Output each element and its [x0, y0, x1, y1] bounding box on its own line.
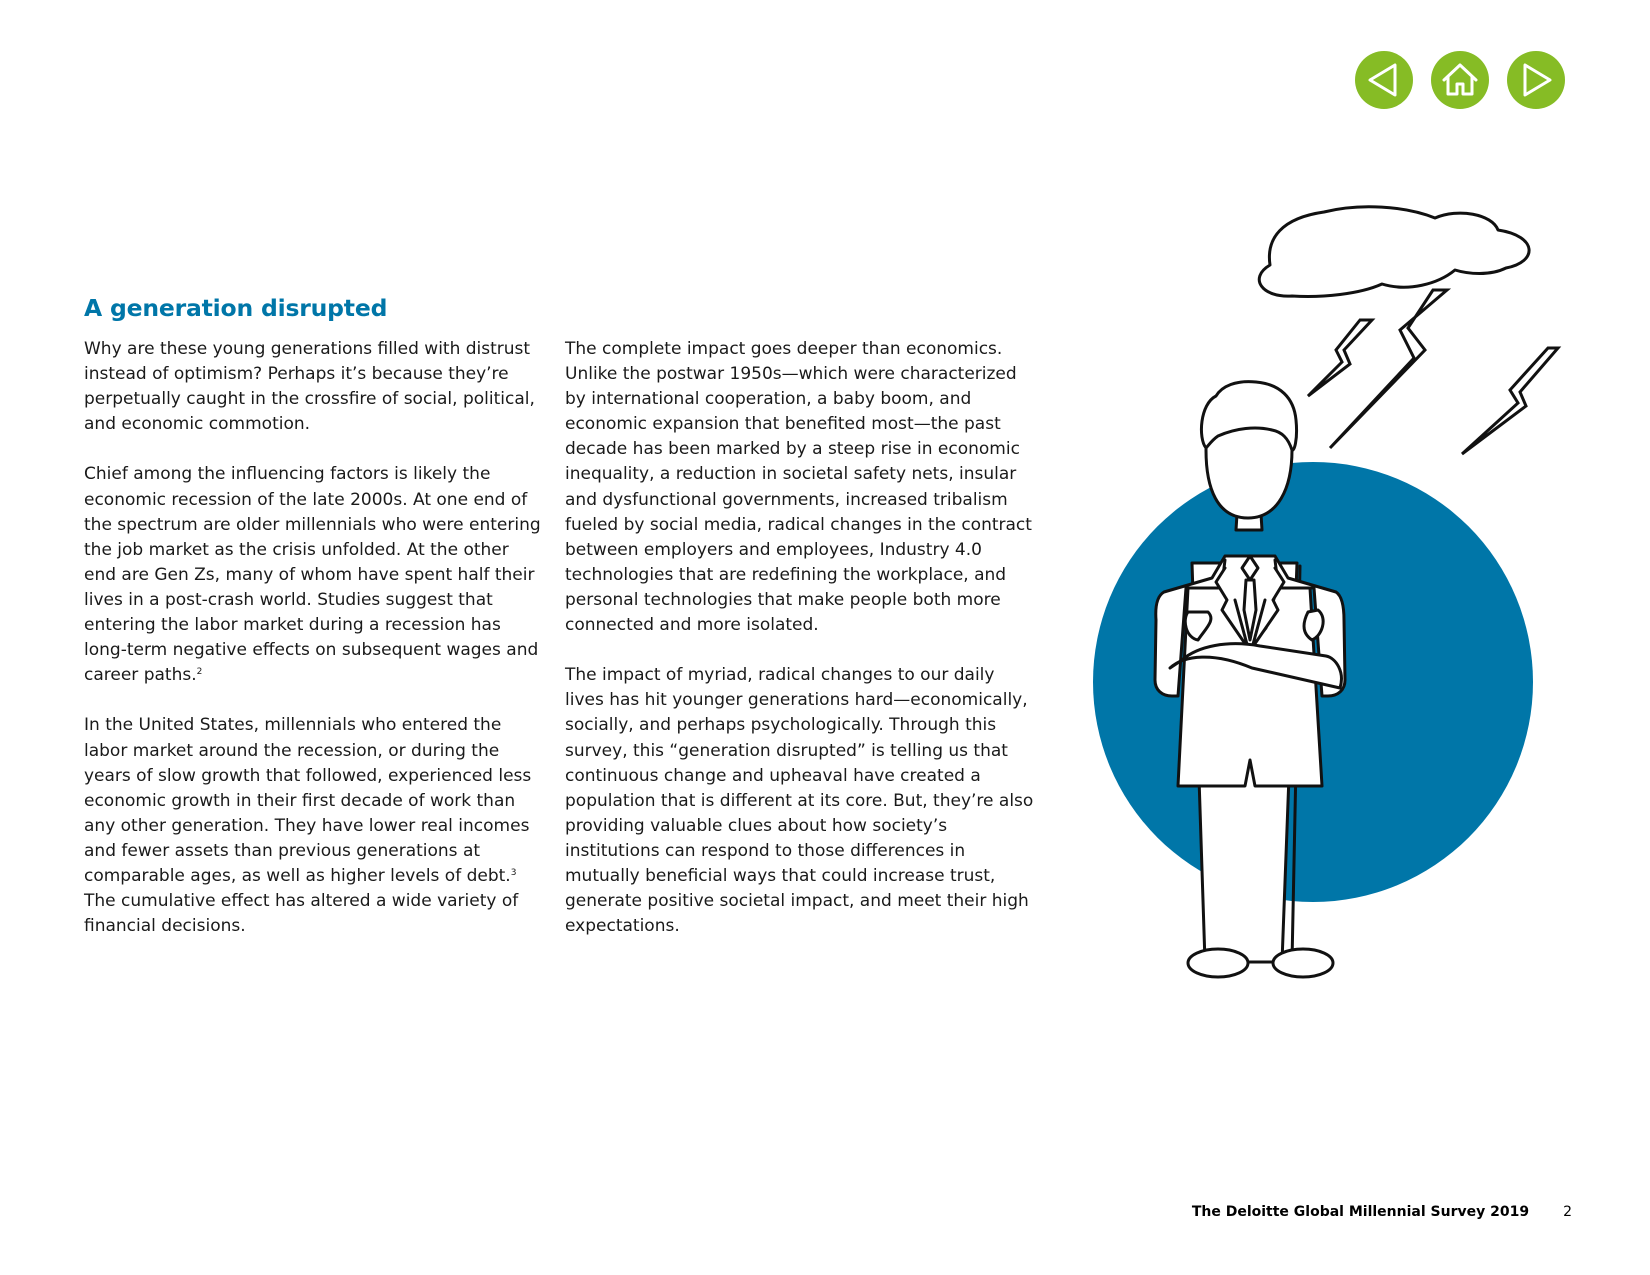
- lightning-bolt-icon: [1308, 290, 1558, 454]
- previous-page-button[interactable]: [1355, 51, 1413, 109]
- next-page-button[interactable]: [1507, 51, 1565, 109]
- paragraph: Why are these young generations filled with distrust instead of optimism? Perhaps it’s because they’re perpetually caught in the crossfire of social, political, and economic commotion.: [84, 339, 535, 435]
- paragraph: The impact of myriad, radical changes to our daily lives has hit younger generations hard—economically, socially, and perhaps psychologically. Through this survey, this “generation disrupted” is telling us that continuous change and upheaval have created a population that is different at its core. But, they’re also providing valuable clues about how society’s institutions can respond to those differences in mutually beneficial ways that could increase trust, generate positive societal impact, and meet their high expectations.: [565, 665, 1034, 937]
- paragraph-text: Chief among the influencing factors is likely the economic recession of the late 2000s. At one end of the spectrum are older millennials who were entering the job market as the crisis unfolded. At the other end are Gen Zs, many of whom have spent half their lives in a post-crash world. Studies suggest that entering the labor market during a recession has long-term negative effects on subsequent wages and career paths.: [84, 464, 541, 686]
- triangle-left-icon: [1355, 51, 1413, 109]
- paragraph-text: In the United States, millennials who entered the labor market around the recession, or during the years of slow growth that followed, experienced less economic growth in their first decade of work than any other generation. They have lower real incomes and fewer assets than previous generations at comparable ages, as well as higher levels of debt.: [84, 715, 532, 886]
- triangle-right-icon: [1507, 51, 1565, 109]
- home-button[interactable]: [1431, 51, 1489, 109]
- paragraph: [84, 713, 546, 939]
- paragraph-text: The cumulative effect has altered a wide variety of financial decisions.: [84, 891, 519, 937]
- page-navigation: [1355, 51, 1565, 109]
- illustration: [1060, 200, 1600, 1134]
- page-footer: [1100, 1204, 1572, 1220]
- house-icon: [1431, 51, 1489, 109]
- illustration-art: [1060, 200, 1600, 1130]
- paragraph: [84, 462, 546, 688]
- text-column-right: [565, 337, 1035, 964]
- page-number: 2: [1563, 1204, 1572, 1220]
- report-title: The Deloitte Global Millennial Survey 2019: [1191, 1204, 1530, 1220]
- paragraph: The complete impact goes deeper than economics. Unlike the postwar 1950s—which were characterized by international cooperation, a baby boom, and economic expansion that benefited most—the past decade has been marked by a steep rise in economic inequality, a reduction in societal safety nets, insular and dysfunctional governments, increased tribalism fueled by social media, radical changes in the contract between employers and employees, Industry 4.0 technologies that are redefining the workplace, and personal technologies that make people both more connected and more isolated.: [565, 339, 1032, 636]
- text-column-left: [84, 337, 546, 964]
- storm-cloud-icon: [1259, 207, 1529, 297]
- section-heading: A generation disrupted: [84, 294, 388, 322]
- footnote-marker[interactable]: 2: [196, 667, 203, 678]
- footnote-marker[interactable]: 3: [510, 867, 517, 878]
